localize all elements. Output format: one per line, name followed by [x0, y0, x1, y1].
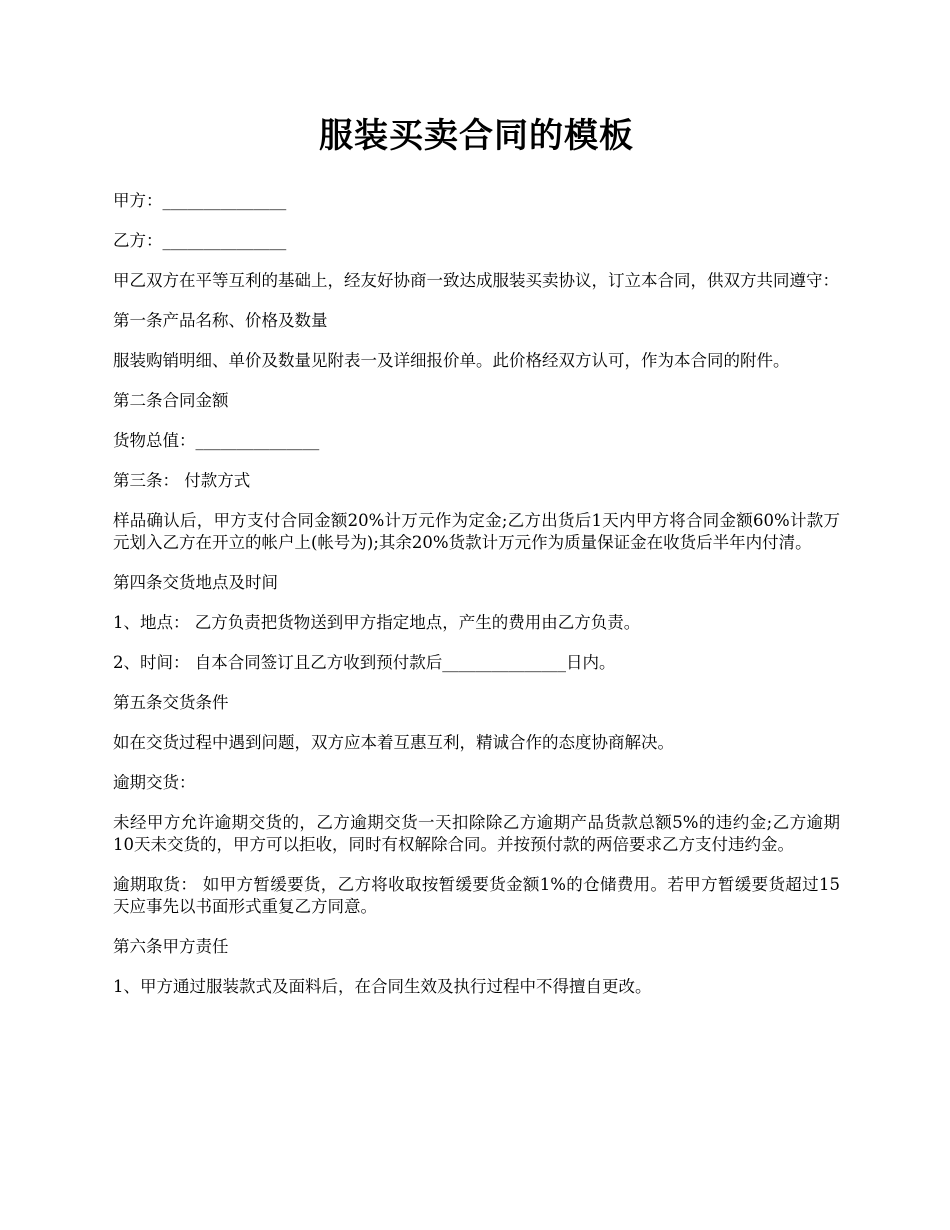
late-delivery-heading: 逾期交货：	[113, 773, 196, 792]
document-page	[113, 108, 840, 1016]
article-6-heading: 第六条甲方责任	[113, 937, 229, 956]
late-pickup-clause: 逾期取货： 如甲方暂缓要货，乙方将收取按暂缓要货金额1%的仓储费用。若甲方暂缓要货超过15天应事先以书面形式重复乙方同意。	[113, 875, 840, 916]
article-3-body: 样品确认后，甲方支付合同金额20%计万元作为定金;乙方出货后1天内甲方将合同金额60%计款万元划入乙方在开立的帐户上(帐号为);其余20%货款计万元作为质量保证金在收货后半年内付清。	[113, 511, 840, 552]
article-5-heading: 第五条交货条件	[113, 693, 229, 712]
article-1-body: 服装购销明细、单价及数量见附表一及详细报价单。此价格经双方认可，作为本合同的附件。	[113, 351, 790, 370]
late-delivery-body: 未经甲方允许逾期交货的，乙方逾期交货一天扣除除乙方逾期产品货款总额5%的违约金;乙方逾期10天未交货的，甲方可以拒收，同时有权解除合同。并按预付款的两倍要求乙方支付违约金。	[113, 813, 840, 854]
article-1-heading: 第一条产品名称、价格及数量	[113, 311, 328, 330]
article-2-heading: 第二条合同金额	[113, 391, 229, 410]
article-3-heading: 第三条： 付款方式	[113, 471, 251, 490]
document-title: 服装买卖合同的模板	[319, 116, 634, 156]
party-b-line: 乙方：_______________	[113, 231, 287, 250]
total-value-line: 货物总值：_______________	[113, 431, 320, 450]
delivery-time-clause: 2、时间： 自本合同签订且乙方收到预付款后_______________日内。	[113, 653, 616, 672]
party-a-line: 甲方：_______________	[113, 191, 287, 210]
article-5-body: 如在交货过程中遇到问题，双方应本着互惠互利，精诚合作的态度协商解决。	[113, 733, 674, 752]
preamble-paragraph: 甲乙双方在平等互利的基础上，经友好协商一致达成服装买卖协议，订立本合同，供双方共同遵守：	[113, 271, 839, 290]
article-6-clause-1: 1、甲方通过服装款式及面料后，在合同生效及执行过程中不得擅自更改。	[113, 977, 652, 996]
article-4-heading: 第四条交货地点及时间	[113, 573, 278, 592]
delivery-location-clause: 1、地点： 乙方负责把货物送到甲方指定地点，产生的费用由乙方负责。	[113, 613, 641, 632]
